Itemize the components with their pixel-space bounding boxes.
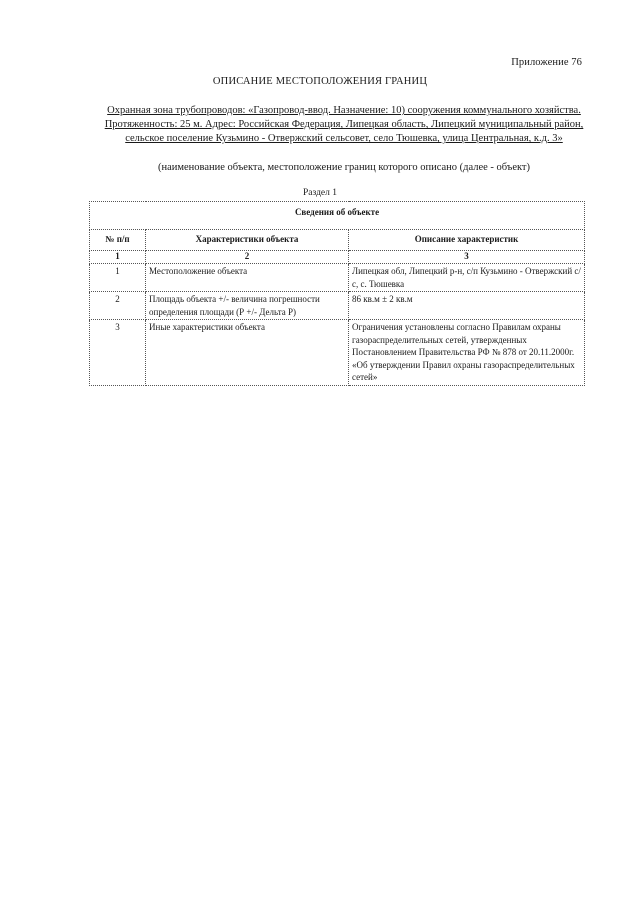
object-caption: (наименование объекта, местоположение границ которого описано (далее - объект)	[157, 162, 531, 173]
row-description: 86 кв.м ± 2 кв.м	[349, 292, 585, 320]
column-number-3: 3	[349, 251, 585, 264]
row-number: 2	[90, 292, 146, 320]
column-number-2: 2	[146, 251, 349, 264]
row-description: Ограничения установлены согласно Правилам охраны газораспределительных сетей, утвержденных Постановлением Правительства РФ № 878 от 20.11.2000г. «Об утверждении Правил охраны газораспределительных сетей»	[349, 320, 585, 386]
section-label: Раздел 1	[303, 188, 337, 198]
object-name: Охранная зона трубопроводов: «Газопровод-ввод. Назначение: 10) сооружения коммунального хозяйства. Протяженность: 25 м. Адрес: Российская Федерация, Липецкая область, Липецкий муниципальный район, сельское поселение Кузьмино - Отвержский сельсовет, село Тюшевка, улица Центральная, к.д. 3»	[104, 105, 584, 145]
appendix-label: Приложение 76	[511, 57, 582, 68]
row-characteristic: Площадь объекта +/- величина погрешности определения площади (Р +/- Дельта Р)	[146, 292, 349, 320]
row-characteristic: Местоположение объекта	[146, 264, 349, 292]
row-description: Липецкая обл, Липецкий р-н, с/п Кузьмино - Отвержский с/с, с. Тюшевка	[349, 264, 585, 292]
table-row	[90, 264, 585, 292]
column-header-characteristic: Характеристики объекта	[146, 229, 349, 251]
document-title: ОПИСАНИЕ МЕСТОПОЛОЖЕНИЯ ГРАНИЦ	[212, 76, 428, 87]
object-info-table	[89, 201, 585, 386]
row-number: 1	[90, 264, 146, 292]
table-title: Сведения об объекте	[90, 202, 585, 230]
row-number: 3	[90, 320, 146, 386]
row-characteristic: Иные характеристики объекта	[146, 320, 349, 386]
table-row	[90, 320, 585, 386]
column-header-description: Описание характеристик	[349, 229, 585, 251]
table-title-row	[90, 202, 585, 230]
column-number-1: 1	[90, 251, 146, 264]
table-row	[90, 292, 585, 320]
column-header-num: № п/п	[90, 229, 146, 251]
column-header-row	[90, 229, 585, 251]
column-number-row	[90, 251, 585, 264]
